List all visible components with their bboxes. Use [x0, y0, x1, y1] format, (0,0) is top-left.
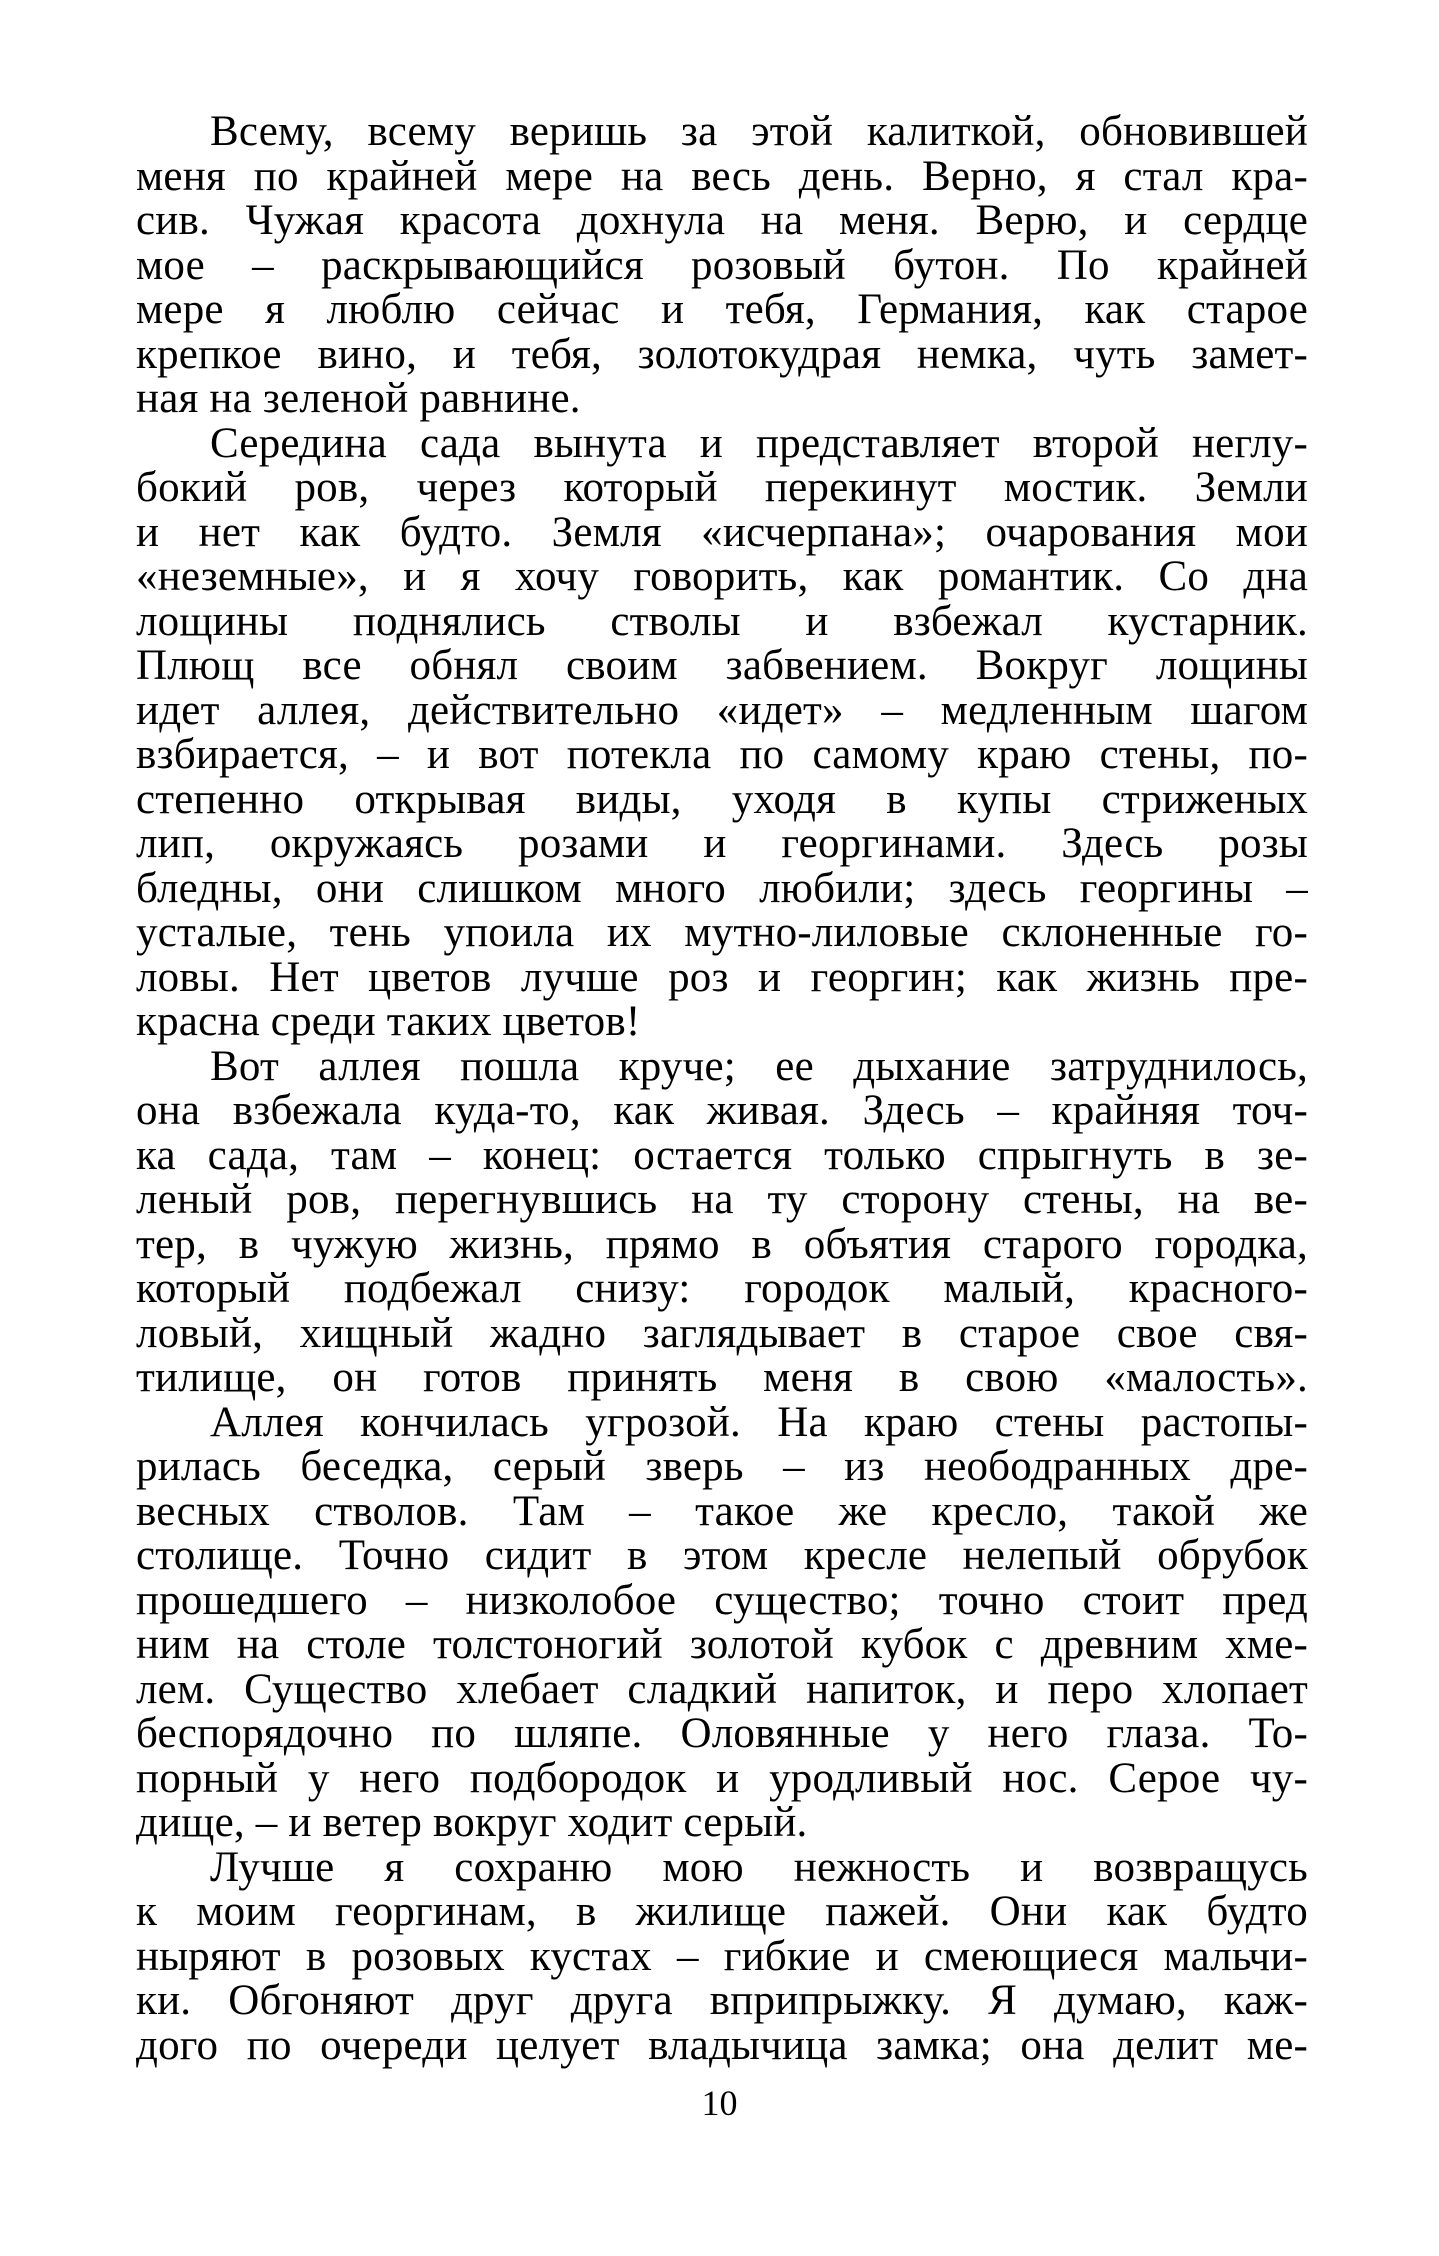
text-line: Всему, всему веришь за этой калиткой, обновившей: [210, 108, 1308, 155]
text-line: ка сада, там – конец: остается только спрыгнуть в зе-: [136, 1131, 1308, 1179]
text-line: ловый, хищный жадно заглядывает в старое свое свя-: [136, 1309, 1308, 1357]
text-line: ная на зеленой равнине.: [136, 375, 581, 422]
text-line: к моим георгинам, в жилище пажей. Они как будто: [136, 1888, 1308, 1935]
text-line: прошедшего – низколобое существо; точно стоит пред: [136, 1576, 1308, 1624]
text-line: весных стволов. Там – такое же кресло, такой же: [136, 1487, 1308, 1535]
text-line: дище, – и ветер вокруг ходит серый.: [136, 1799, 808, 1846]
text-line: рилась беседка, серый зверь – из неободранных дре-: [136, 1443, 1308, 1490]
text-line: меня по крайней мере на весь день. Верно, я стал кра-: [136, 152, 1308, 200]
text-line: дого по очереди целует владычица замка; она делит ме-: [136, 2021, 1308, 2069]
text-line: и нет как будто. Земля «исчерпана»; очарования мои: [136, 508, 1308, 556]
text-line: столище. Точно сидит в этом кресле нелепый обрубок: [136, 1532, 1308, 1579]
text-line: усталые, тень упоила их мутно-лиловые склоненные го-: [136, 909, 1308, 956]
paragraph-1: [136, 110, 1308, 422]
text-line: Плющ все обнял своим забвением. Вокруг лощины: [136, 642, 1308, 689]
text-line: беспорядочно по шляпе. Оловянные у него глаза. То-: [136, 1710, 1308, 1757]
text-line: взбирается, – и вот потекла по самому краю стены, по-: [136, 731, 1308, 778]
text-line: порный у него подбородок и уродливый нос. Серое чу-: [136, 1754, 1308, 1802]
text-line: который подбежал снизу: городок малый, красного-: [136, 1265, 1308, 1312]
text-line: мере я люблю сейчас и тебя, Германия, как старое: [136, 286, 1308, 333]
text-line: лем. Существо хлебает сладкий напиток, и перо хлопает: [136, 1665, 1308, 1713]
paragraph-5: [136, 1843, 1308, 2069]
paragraph-2: [136, 419, 1308, 1045]
text-line: «неземные», и я хочу говорить, как романтик. Со дна: [136, 553, 1308, 600]
text-line: бледны, они слишком много любили; здесь георгины –: [136, 864, 1308, 912]
text-line: тилище, он готов принять меня в свою «малость».: [136, 1354, 1308, 1401]
text-line: Вот аллея пошла круче; ее дыхание затруднилось,: [210, 1042, 1308, 1090]
text-line: ки. Обгоняют друг друга вприпрыжку. Я думаю, каж-: [136, 1977, 1308, 2024]
text-line: она взбежала куда-то, как живая. Здесь – крайняя точ-: [136, 1087, 1308, 1134]
text-line: сив. Чужая красота дохнула на меня. Верю, и сердце: [136, 197, 1308, 244]
text-line: идет аллея, действительно «идет» – медленным шагом: [136, 686, 1308, 734]
paragraph-3: [136, 1042, 1308, 1401]
text-line: степенно открывая виды, уходя в купы стриженых: [136, 775, 1308, 823]
page-text: [136, 110, 1308, 2068]
paragraph-4: [136, 1398, 1308, 1846]
text-line: красна среди таких цветов!: [136, 998, 641, 1045]
text-line: бокий ров, через который перекинут мостик. Земли: [136, 464, 1308, 511]
text-line: ним на столе толстоногий золотой кубок с древним хме-: [136, 1621, 1308, 1668]
text-line: Аллея кончилась угрозой. На краю стены растопы-: [210, 1398, 1308, 1446]
text-line: Середина сада вынута и представляет второй неглу-: [210, 419, 1308, 467]
text-line: лощины поднялись стволы и взбежал кустарник.: [136, 597, 1308, 645]
text-line: тер, в чужую жизнь, прямо в объятия старого городка,: [136, 1220, 1308, 1268]
text-line: Лучше я сохраню мою нежность и возвращусь: [210, 1843, 1308, 1891]
page-number: 10: [701, 2083, 738, 2123]
text-line: ловы. Нет цветов лучше роз и георгин; как жизнь пре-: [136, 953, 1308, 1001]
text-line: ныряют в розовых кустах – гибкие и смеющиеся мальчи-: [136, 1932, 1308, 1980]
text-line: крепкое вино, и тебя, золотокудрая немка, чуть замет-: [136, 330, 1308, 378]
text-line: лип, окружаясь розами и георгинами. Здесь розы: [136, 820, 1308, 867]
text-line: мое – раскрывающийся розовый бутон. По крайней: [136, 241, 1308, 289]
text-line: леный ров, перегнувшись на ту сторону стены, на ве-: [136, 1176, 1308, 1223]
